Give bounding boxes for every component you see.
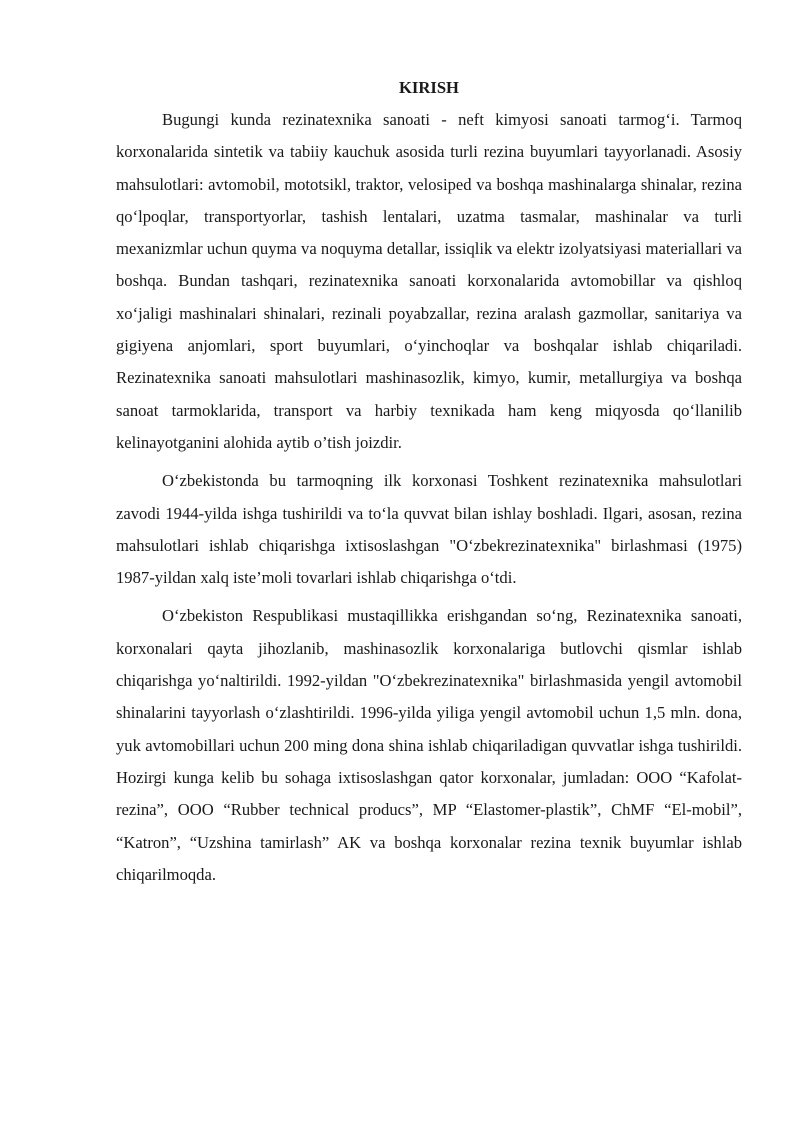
- document-title: KIRISH: [399, 78, 459, 97]
- paragraph-3: O‘zbekiston Respublikasi mustaqillikka erishgandan so‘ng, Rezinatexnika sanoati, korxonalari qayta jihozlanib, mashinasozlik korxonalariga butlovchi qismlar ishlab chiqarishga yo‘naltirildi. 1992-yildan "O‘zbekrezinatexnika" birlashmasida yengil avtomobil shinalarini tayyorlash o‘zlashtirildi. 1996-yilda yiliga yengil avtomobil uchun 1,5 mln. dona, yuk avtomobillari uchun 200 ming dona shina ishlab chiqariladigan quvvatlar ishga tushirildi. Hozirgi kunga kelib bu sohaga ixtisoslashgan qator korxonalar, jumladan: OOO “Kafolat-rezina”, OOO “Rubber technical producs”, MP “Elastomer-plastik”, ChMF “El-mobil”, “Katron”, “Uzshina tamirlash” AK va boshqa korxonalar rezina texnik buyumlar ishlab chiqarilmoqda.: [116, 606, 742, 884]
- paragraph-2: O‘zbekistonda bu tarmoqning ilk korxonasi Toshkent rezinatexnika mahsulotlari zavodi 1944-yilda ishga tushirildi va to‘la quvvat bilan ishlay boshladi. Ilgari, asosan, rezina mahsulotlari ishlab chiqarishga ixtisoslashgan "O‘zbekrezinatexnika" birlashmasi (1975) 1987-yildan xalq iste’moli tovarlari ishlab chiqarishga o‘tdi.: [116, 471, 742, 588]
- document-body: [116, 72, 742, 891]
- paragraph-1: Bugungi kunda rezinatexnika sanoati - neft kimyosi sanoati tarmog‘i. Tarmoq korxonalarida sintetik va tabiiy kauchuk asosida turli rezina buyumlari tayyorlanadi. Asosiy mahsulotlari: avtomobil, mototsikl, traktor, velosiped va boshqa mashinalarga shinalar, rezina qo‘lpoqlar, transportyorlar, tashish lentalari, uzatma tasmalar, mashinalar va turli mexanizmlar uchun quyma va noquyma detallar, issiqlik va elektr izolyatsiyasi materiallari va boshqa. Bundan tashqari, rezinatexnika sanoati korxonalarida avtomobillar va qishloq xo‘jaligi mashinalari shinalari, rezinali poyabzallar, rezina aralash gazmollar, sanitariya va gigiyena anjomlari, sport buyumlari, o‘yinchoqlar va boshqalar ishlab chiqariladi. Rezinatexnika sanoati mahsulotlari mashinasozlik, kimyo, kumir, metallurgiya va boshqa sanoat tarmoklarida, transport va harbiy texnikada ham keng miqyosda qo‘llanilib kelinayotganini alohida aytib o’tish joizdir.: [116, 110, 742, 452]
